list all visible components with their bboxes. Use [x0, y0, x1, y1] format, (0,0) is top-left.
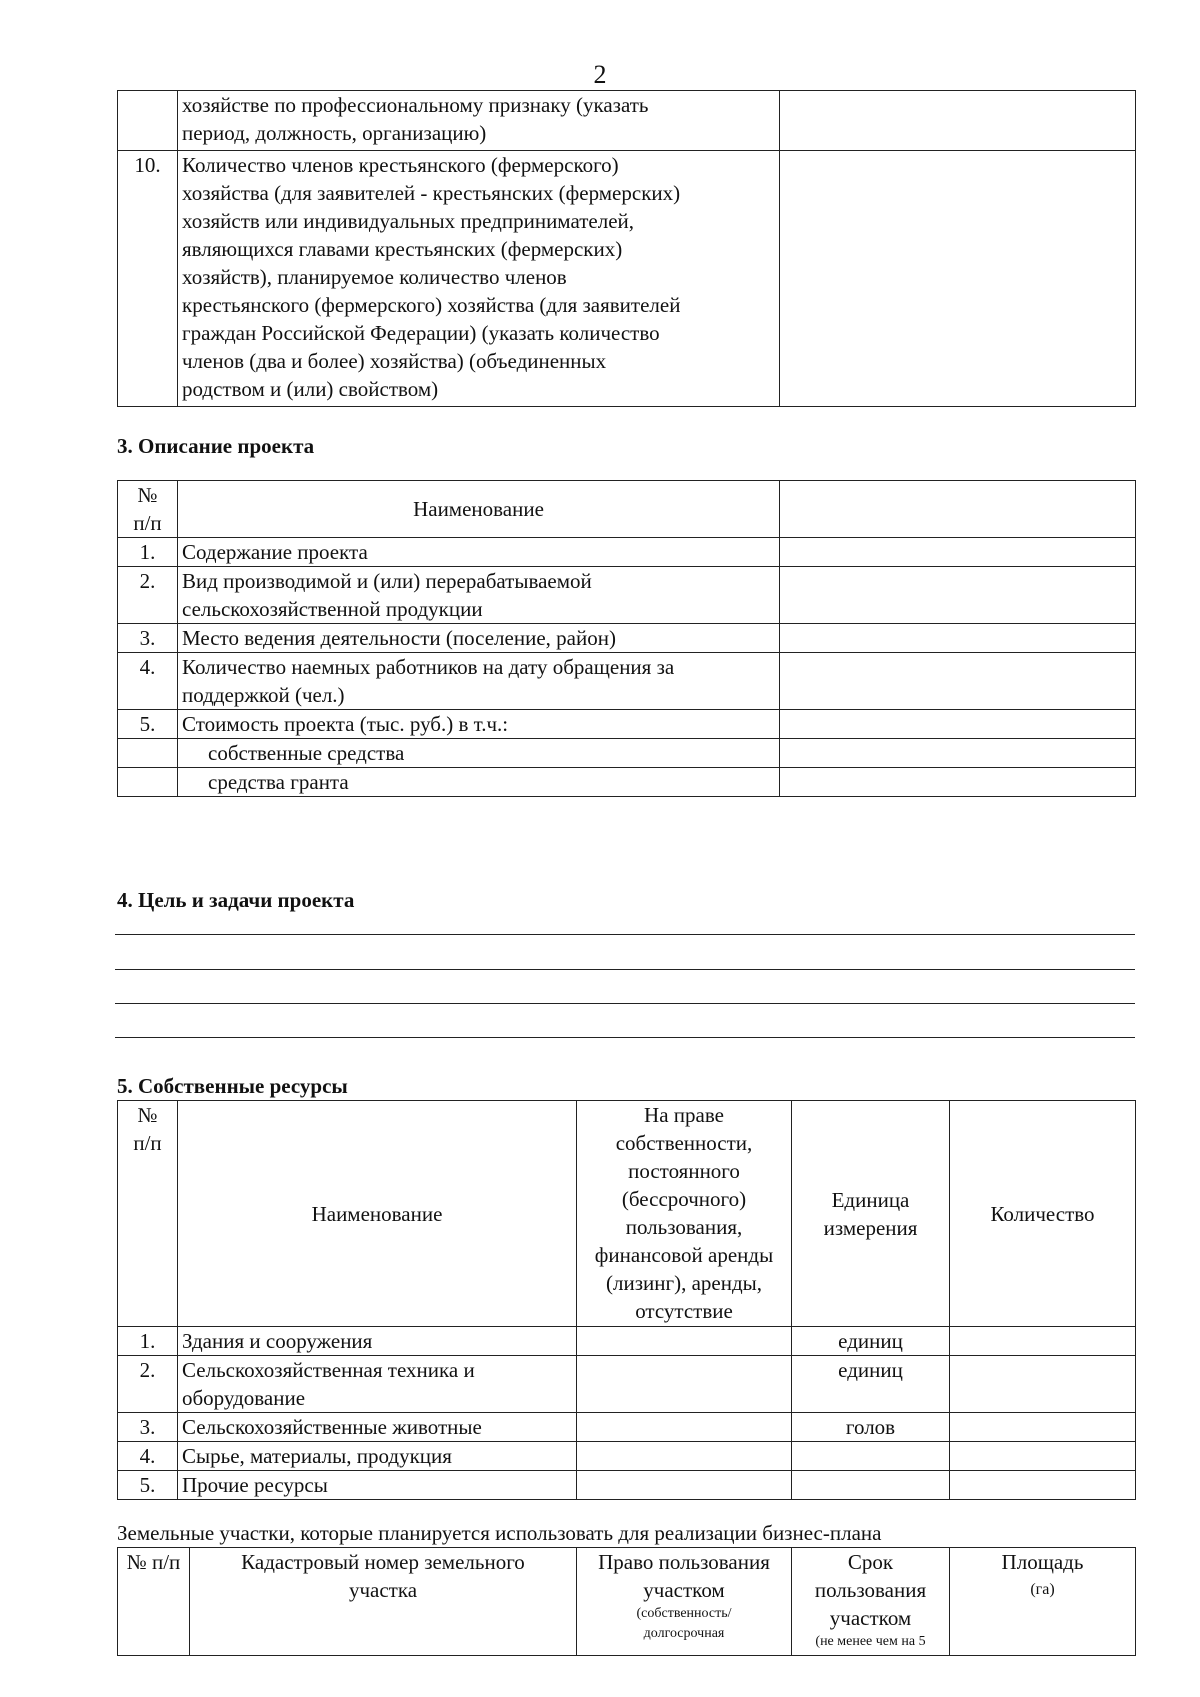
header-cadastral: [190, 1548, 577, 1656]
unit-cell: голов: [792, 1413, 950, 1442]
table-row: [118, 538, 1136, 567]
header-text: п/п: [133, 1131, 162, 1155]
header-text: (лизинг), аренды,: [605, 1271, 762, 1295]
text-line: собственные средства: [208, 741, 405, 765]
answer-line[interactable]: [115, 1037, 1135, 1038]
text-line: Количество наемных работников на дату обращения за: [182, 655, 675, 679]
quantity-cell[interactable]: [950, 1327, 1136, 1356]
text-line: родством и (или) свойством): [182, 377, 439, 401]
value-cell[interactable]: [780, 653, 1136, 710]
row-number: 4.: [118, 1442, 178, 1471]
row-text: [178, 538, 780, 567]
table-row: [118, 710, 1136, 739]
table-header-row: [118, 1101, 1136, 1327]
header-name: Наименование: [178, 481, 780, 538]
header-note: (собственность/: [636, 1606, 732, 1621]
header-text: отсутствие: [635, 1299, 733, 1323]
header-text: Право пользования: [598, 1550, 770, 1574]
header-quantity: Количество: [950, 1101, 1136, 1327]
row-number: 5.: [118, 710, 178, 739]
answer-line[interactable]: [115, 934, 1135, 935]
table-row: [118, 151, 1136, 407]
text-line: граждан Российской Федерации) (указать количество: [182, 321, 660, 345]
value-cell[interactable]: [780, 710, 1136, 739]
section-3-heading: 3. Описание проекта: [117, 434, 315, 458]
header-text: Срок: [847, 1550, 894, 1574]
header-text: финансовой аренды: [594, 1243, 774, 1267]
table-row: [118, 653, 1136, 710]
row-number: 3.: [118, 624, 178, 653]
table-applicant-info: [117, 90, 1136, 407]
header-text: участком: [643, 1578, 725, 1602]
ownership-cell[interactable]: [577, 1413, 792, 1442]
header-text: Площадь: [1001, 1550, 1084, 1574]
header-note: (га): [1030, 1581, 1055, 1598]
row-text: [178, 1413, 577, 1442]
row-number: 2.: [118, 1356, 178, 1413]
header-text: На праве: [644, 1103, 724, 1127]
text-line: хозяйства (для заявителей - крестьянских (фермерских): [182, 181, 681, 205]
row-number: [118, 768, 178, 797]
header-text: измерения: [823, 1215, 918, 1240]
row-text: [178, 710, 780, 739]
row-number: 3.: [118, 1413, 178, 1442]
text-line: период, должность, организацию): [182, 121, 487, 145]
value-cell[interactable]: [780, 768, 1136, 797]
quantity-cell[interactable]: [950, 1442, 1136, 1471]
answer-line[interactable]: [115, 1003, 1135, 1004]
row-text: [178, 768, 780, 797]
value-cell[interactable]: [780, 538, 1136, 567]
text-line: Содержание проекта: [182, 540, 368, 564]
table-header-row: [118, 481, 1136, 538]
value-cell[interactable]: [780, 739, 1136, 768]
text-line: Вид производимой и (или) перерабатываемой: [182, 569, 592, 593]
quantity-cell[interactable]: [950, 1471, 1136, 1500]
header-text: пользования,: [625, 1215, 743, 1239]
answer-line[interactable]: [115, 969, 1135, 970]
table-row: [118, 739, 1136, 768]
text-line: Сырье, материалы, продукция: [182, 1444, 452, 1468]
header-number: № п/п: [118, 1548, 190, 1656]
row-number: 5.: [118, 1471, 178, 1500]
row-number: 4.: [118, 653, 178, 710]
text-line: оборудование: [182, 1386, 306, 1410]
text-line: Здания и сооружения: [182, 1329, 373, 1353]
unit-cell: единиц: [792, 1356, 950, 1413]
table-project-description: [117, 480, 1136, 797]
text-line: хозяйств или индивидуальных предпринимателей,: [182, 209, 635, 233]
table-row: [118, 1356, 1136, 1413]
header-text: п/п: [133, 511, 162, 535]
text-line: сельскохозяйственной продукции: [182, 597, 483, 621]
unit-cell: [792, 1442, 950, 1471]
header-ownership: [577, 1101, 792, 1327]
text-line: поддержкой (чел.): [182, 683, 345, 707]
header-text: Единица: [831, 1187, 910, 1212]
header-name: Наименование: [178, 1101, 577, 1327]
row-text: [178, 624, 780, 653]
table-row: [118, 768, 1136, 797]
row-text: [178, 1327, 577, 1356]
page-number: 2: [593, 60, 607, 89]
text-line: Сельскохозяйственные животные: [182, 1415, 482, 1439]
header-right-of-use: [577, 1548, 792, 1656]
table-row: [118, 1413, 1136, 1442]
header-text: собственности,: [615, 1131, 753, 1155]
header-note: (не менее чем на 5: [815, 1634, 926, 1649]
header-text: Кадастровый номер земельного: [241, 1550, 525, 1574]
header-text: №: [137, 483, 158, 507]
value-cell[interactable]: [780, 567, 1136, 624]
header-value: [780, 481, 1136, 538]
row-text: [178, 653, 780, 710]
row-number: 2.: [118, 567, 178, 624]
header-note: долгосрочная: [643, 1626, 725, 1641]
ownership-cell[interactable]: [577, 1471, 792, 1500]
text-line: крестьянского (фермерского) хозяйства (для заявителей: [182, 293, 681, 317]
text-line: Количество членов крестьянского (фермерского): [182, 153, 619, 177]
value-cell[interactable]: [780, 151, 1136, 407]
unit-cell: [792, 1471, 950, 1500]
header-text: (бессрочного): [621, 1187, 747, 1211]
table-own-resources: [117, 1100, 1136, 1500]
row-text: [178, 1471, 577, 1500]
header-number: [118, 1101, 178, 1327]
header-text: №: [137, 1103, 158, 1127]
quantity-cell[interactable]: [950, 1356, 1136, 1413]
text-line: Место ведения деятельности (поселение, район): [182, 626, 616, 650]
row-number: 10.: [118, 151, 178, 407]
row-number: 1.: [118, 1327, 178, 1356]
text-line: Сельскохозяйственная техника и: [182, 1358, 475, 1382]
table-row: [118, 1471, 1136, 1500]
text-line: Стоимость проекта (тыс. руб.) в т.ч.:: [182, 712, 509, 736]
text-line: Прочие ресурсы: [182, 1473, 328, 1497]
text-line: средства гранта: [208, 770, 349, 794]
table-row: [118, 624, 1136, 653]
row-text: [178, 151, 780, 407]
unit-cell: единиц: [792, 1327, 950, 1356]
row-text: [178, 91, 780, 151]
table-row: [118, 1327, 1136, 1356]
ownership-cell[interactable]: [577, 1442, 792, 1471]
header-area: [950, 1548, 1136, 1656]
land-plots-caption: Земельные участки, которые планируется использовать для реализации бизнес-плана: [117, 1521, 882, 1545]
header-term: [792, 1548, 950, 1656]
ownership-cell[interactable]: [577, 1327, 792, 1356]
header-text: постоянного: [628, 1159, 740, 1183]
table-header-row: [118, 1548, 1136, 1656]
text-line: членов (два и более) хозяйства) (объединенных: [182, 349, 607, 373]
table-row: [118, 91, 1136, 151]
table-row: [118, 567, 1136, 624]
header-unit: [792, 1101, 950, 1327]
row-text: [178, 567, 780, 624]
header-text: участком: [829, 1606, 912, 1630]
table-row: [118, 1442, 1136, 1471]
value-cell[interactable]: [780, 91, 1136, 151]
section-4-heading: 4. Цель и задачи проекта: [117, 888, 355, 912]
table-land-plots: [117, 1547, 1136, 1656]
ownership-cell[interactable]: [577, 1356, 792, 1413]
header-text: участка: [348, 1578, 418, 1602]
row-number: 1.: [118, 538, 178, 567]
quantity-cell[interactable]: [950, 1413, 1136, 1442]
value-cell[interactable]: [780, 624, 1136, 653]
text-line: хозяйстве по профессиональному признаку (указать: [182, 93, 649, 117]
row-text: [178, 1356, 577, 1413]
header-text: пользования: [814, 1578, 927, 1602]
header-number: [118, 481, 178, 538]
section-5-heading: 5. Собственные ресурсы: [117, 1074, 348, 1098]
row-text: [178, 1442, 577, 1471]
row-number: [118, 739, 178, 768]
text-line: хозяйств), планируемое количество членов: [182, 265, 567, 289]
row-number: [118, 91, 178, 151]
row-text: [178, 739, 780, 768]
text-line: являющихся главами крестьянских (фермерских): [182, 237, 623, 261]
